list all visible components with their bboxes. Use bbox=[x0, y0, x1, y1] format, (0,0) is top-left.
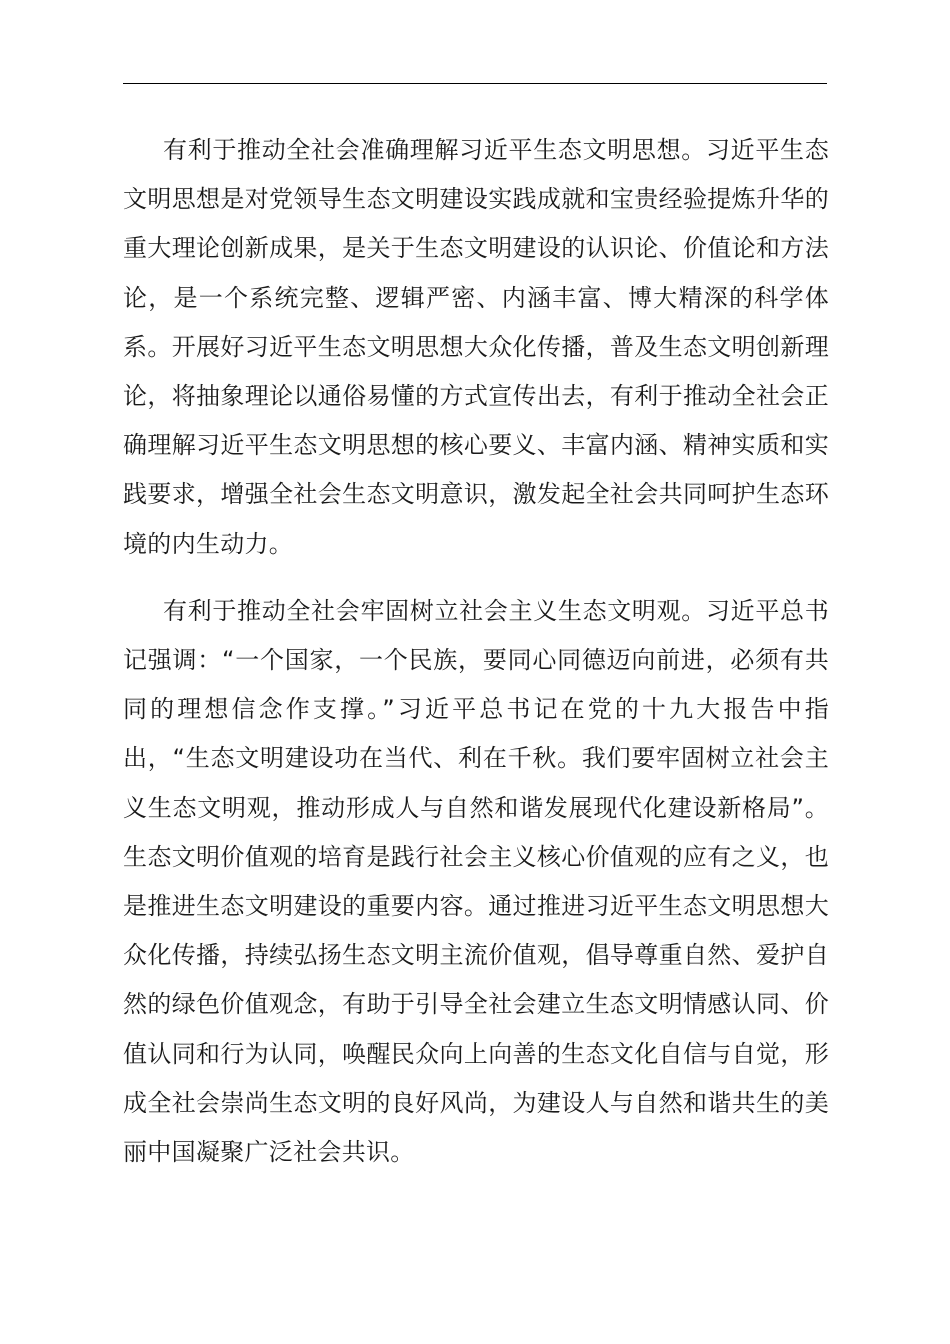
header-rule bbox=[123, 83, 827, 84]
document-body bbox=[123, 126, 829, 1177]
paragraph-ecological-values: 有利于推动全社会牢固树立社会主义生态文明观。习近平总书记强调：“一个国家，一个民族，要同心同德迈向前进，必须有共同的理想信念作支撑。”习近平总书记在党的十九大报告中指出，“生态文明建设功在当代、利在千秋。我们要牢固树立社会主义生态文明观，推动形成人与自然和谐发展现代化建设新格局”。生态文明价值观的培育是践行社会主义核心价值观的应有之义，也是推进生态文明建设的重要内容。通过推进习近平生态文明思想大众化传播，持续弘扬生态文明主流价值观，倡导尊重自然、爱护自然的绿色价值观念，有助于引导全社会建立生态文明情感认同、价值认同和行为认同，唤醒民众向上向善的生态文化自信与自觉，形成全社会崇尚生态文明的良好风尚，为建设人与自然和谐共生的美丽中国凝聚广泛社会共识。 bbox=[123, 596, 829, 1167]
paragraph-ecological-thought: 有利于推动全社会准确理解习近平生态文明思想。习近平生态文明思想是对党领导生态文明建设实践成就和宝贵经验提炼升华的重大理论创新成果，是关于生态文明建设的认识论、价值论和方法论，是一个系统完整、逻辑严密、内涵丰富、博大精深的科学体系。开展好习近平生态文明思想大众化传播，普及生态文明创新理论，将抽象理论以通俗易懂的方式宣传出去，有利于推动全社会正确理解习近平生态文明思想的核心要义、丰富内涵、精神实质和实践要求，增强全社会生态文明意识，激发起全社会共同呵护生态环境的内生动力。 bbox=[123, 136, 829, 558]
